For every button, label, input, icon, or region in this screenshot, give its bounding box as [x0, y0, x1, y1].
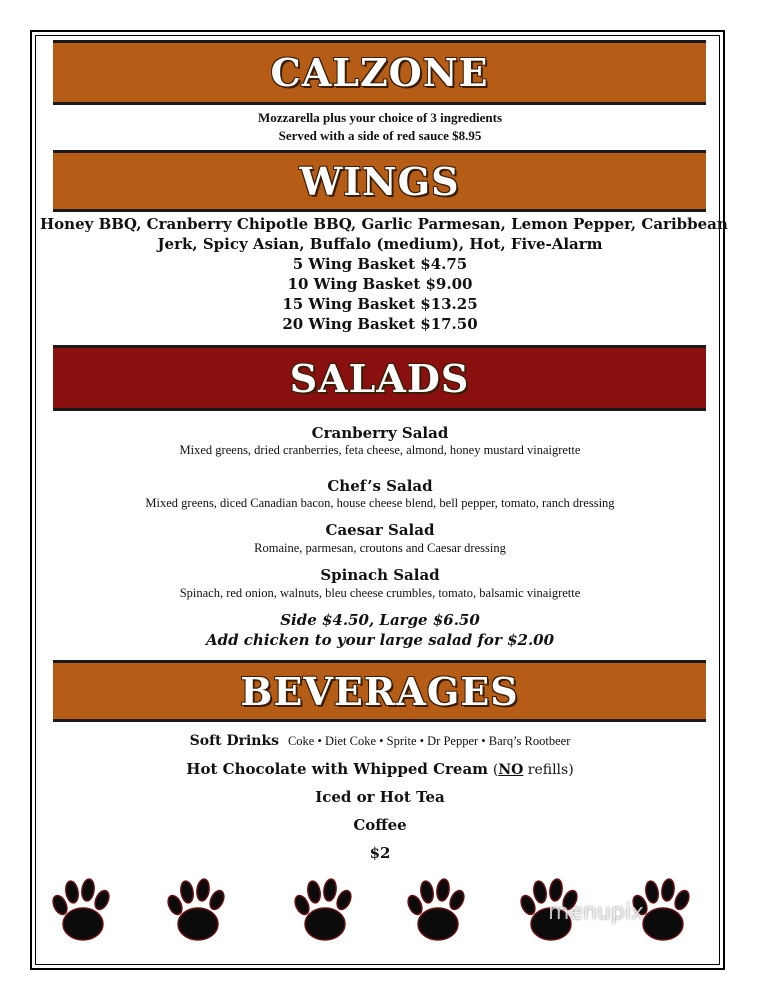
beverage-price: $2	[369, 844, 391, 862]
soft-drinks-label: Soft Drinks	[189, 733, 280, 749]
bear-paw-icon	[50, 872, 114, 950]
wing-basket-5: 5 Wing Basket $4.75	[292, 255, 468, 273]
tea-item: Iced or Hot Tea	[315, 788, 445, 806]
bear-paw-icon	[165, 872, 229, 950]
bear-paw-icon	[405, 872, 469, 950]
hot-chocolate-label: Hot Chocolate with Whipped Cream	[186, 760, 489, 778]
salad-description: Spinach, red onion, walnuts, bleu cheese crumbles, tomato, balsamic vinaigrette	[179, 586, 581, 600]
soft-drinks-list: Coke • Diet Coke • Sprite • Dr Pepper • Barq’s Rootbeer	[287, 734, 571, 748]
salad-description: Mixed greens, dried cranberries, feta cheese, almond, honey mustard vinaigrette	[179, 443, 581, 457]
salad-name: Spinach Salad	[320, 566, 440, 584]
note-rest: refills)	[523, 762, 574, 778]
salad-name: Chef’s Salad	[327, 477, 433, 495]
soft-drinks-line	[40, 733, 720, 749]
coffee-item: Coffee	[353, 816, 407, 834]
wings-flavors-line1: Honey BBQ, Cranberry Chipotle BBQ, Garlic Parmesan, Lemon Pepper, Caribbean	[40, 215, 728, 233]
calzone-banner	[53, 40, 706, 105]
wing-basket-10: 10 Wing Basket $9.00	[287, 275, 473, 293]
salad-name: Cranberry Salad	[311, 424, 449, 442]
salad-description: Mixed greens, diced Canadian bacon, house cheese blend, bell pepper, tomato, ranch dressing	[145, 496, 615, 510]
wings-banner	[53, 150, 706, 212]
bear-paw-icon	[292, 872, 356, 950]
hot-chocolate-note	[493, 762, 574, 778]
wings-flavors-line2: Jerk, Spicy Asian, Buffalo (medium), Hot, Five-Alarm	[157, 235, 603, 253]
wing-basket-20: 20 Wing Basket $17.50	[282, 315, 478, 333]
salads-banner	[53, 345, 706, 411]
salad-price: Side $4.50, Large $6.50	[280, 611, 480, 629]
calzone-title: CALZONE	[270, 50, 489, 95]
watermark: menupix	[548, 900, 644, 925]
salad-addon: Add chicken to your large salad for $2.00	[205, 631, 555, 649]
salad-description: Romaine, parmesan, croutons and Caesar dressing	[254, 541, 506, 555]
wings-title: WINGS	[299, 158, 460, 204]
salad-name: Caesar Salad	[325, 521, 435, 539]
beverages-banner	[53, 660, 706, 722]
wing-basket-15: 15 Wing Basket $13.25	[282, 295, 478, 313]
calzone-description: Mozzarella plus your choice of 3 ingredients	[257, 110, 503, 125]
hot-chocolate-line	[40, 760, 720, 778]
beverages-title: BEVERAGES	[240, 668, 519, 714]
note-open: (	[492, 762, 499, 778]
calzone-price: Served with a side of red sauce $8.95	[278, 128, 482, 143]
salads-title: SALADS	[289, 355, 470, 401]
note-no: NO	[498, 762, 524, 778]
